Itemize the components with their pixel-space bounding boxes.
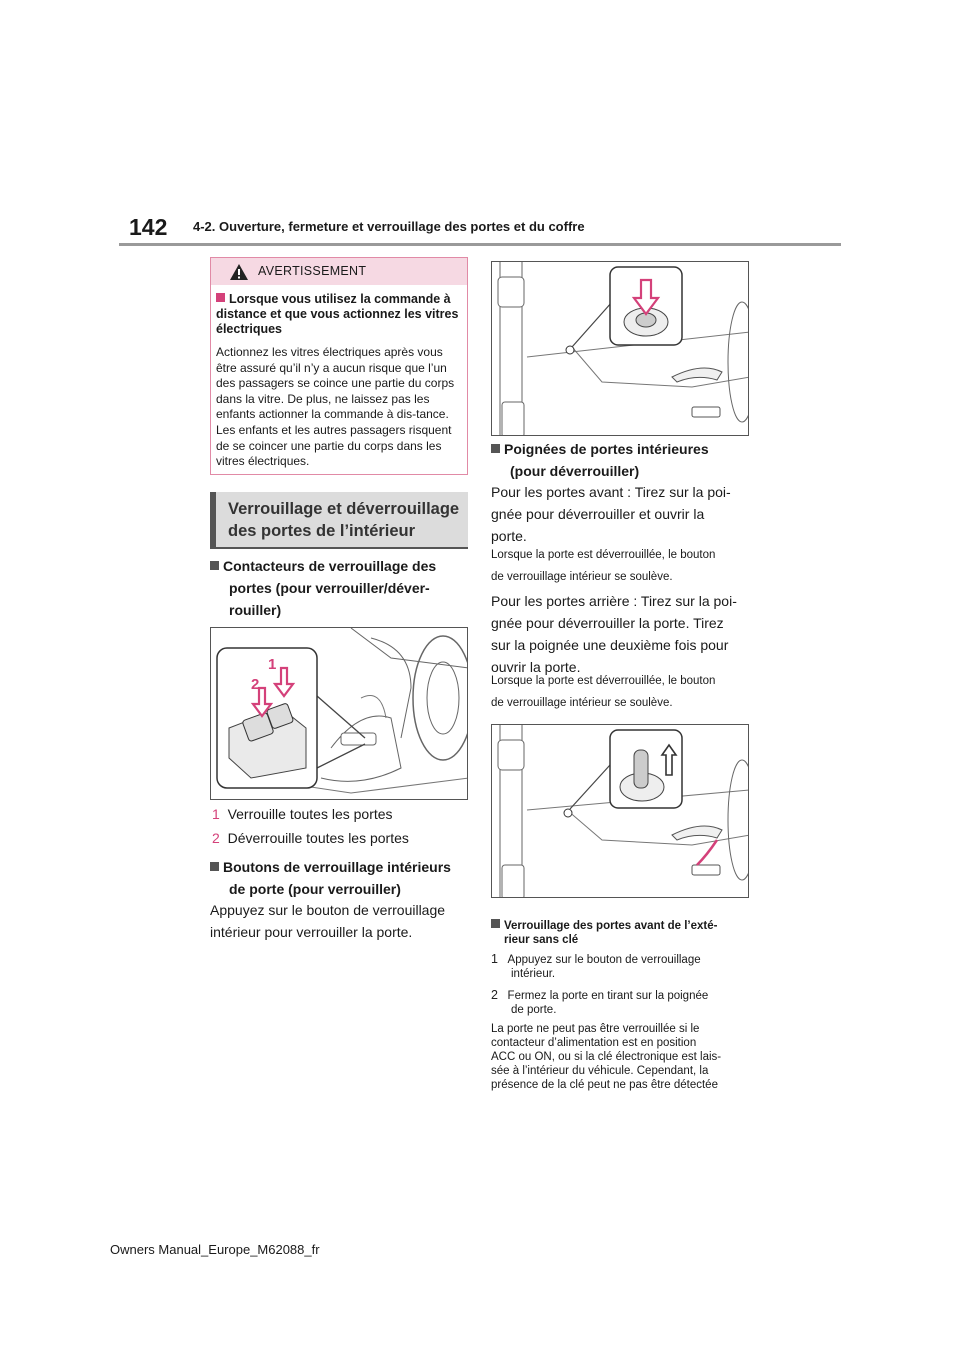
buttons-heading: Boutons de verrouillage intérieurs de porte (pour verrouiller)	[210, 856, 480, 900]
front-doors-note: Lorsque la porte est déverrouillée, le bouton de verrouillage intérieur se soulève.	[491, 549, 716, 583]
bullet-square-icon	[210, 561, 219, 570]
figure-lock-switches	[210, 627, 468, 800]
buttons-body: Appuyez sur le bouton de verrouillage intérieur pour verrouiller la porte.	[210, 902, 446, 940]
section-underline	[210, 547, 468, 549]
fig1-callout-2: 2	[251, 676, 260, 693]
switch-item-1: 1 Verrouille toutes les portes	[212, 806, 393, 822]
section-header	[210, 492, 468, 547]
outside-lock-note: La porte ne peut pas être verrouillée si le contacteur d’alimentation est en position ACC ou ON, ou si la clé électronique est lais- sée à l’intérieur du véhicule. Cependant, la présence de la clé peut ne pas être détectée	[491, 1023, 722, 1091]
door-switch-illustration	[211, 628, 468, 800]
bullet-square-icon	[210, 862, 219, 871]
warning-header	[211, 258, 467, 285]
fig1-callout-1: 1	[268, 656, 277, 673]
figure-lock-button-raised	[491, 724, 749, 898]
figure-lock-button-push	[491, 261, 749, 436]
bullet-square-icon	[491, 444, 500, 453]
rear-doors-note: Lorsque la porte est déverrouillée, le bouton de verrouillage intérieur se soulève.	[491, 675, 716, 709]
handles-heading: Poignées de portes intérieures (pour déverrouiller)	[491, 438, 761, 482]
warning-body: Actionnez les vitres électriques après vous être assuré qu’il n’y a aucun risque que l’un des passagers se coince une partie du corps dans la vitre. De plus, ne laissez pas les enfants actionner la commande à dis-tance. Les enfants et les autres passagers risquent de se coincer une partie du corps dans les vitres électriques.	[216, 345, 455, 469]
switch-item-2: 2 Déverrouille toutes les portes	[212, 830, 409, 846]
door-lock-raised-illustration	[492, 725, 749, 898]
outside-lock-heading: Verrouillage des portes avant de l’exté- rieur sans clé	[491, 919, 756, 947]
chapter-title: 4-2. Ouverture, fermeture et verrouillage des portes et du coffre	[193, 219, 585, 234]
warning-title: AVERTISSEMENT	[258, 264, 367, 278]
warning-triangle-icon	[229, 263, 249, 281]
header-rule	[119, 243, 841, 246]
warning-bullet-title: Lorsque vous utilisez la commande à distance et que vous actionnez les vitres électriques	[216, 292, 459, 336]
outside-step-1: 1 Appuyez sur le bouton de verrouillage intérieur.	[491, 952, 701, 980]
warning-box	[210, 257, 468, 475]
rear-doors-text: Pour les portes arrière : Tirez sur la poi- gnée pour déverrouiller la porte. Tirez sur la poignée une deuxième fois pour ouvrir la porte.	[491, 593, 737, 675]
bullet-square-icon	[216, 293, 225, 302]
page-number: 142	[129, 214, 168, 240]
switches-heading: Contacteurs de verrouillage des portes (pour verrouiller/déver- rouiller)	[210, 555, 470, 621]
front-doors-text: Pour les portes avant : Tirez sur la poi- gnée pour déverrouiller et ouvrir la porte.	[491, 484, 731, 544]
footer-document-id: Owners Manual_Europe_M62088_fr	[110, 1242, 320, 1257]
bullet-square-icon	[491, 919, 500, 928]
door-lock-push-illustration	[492, 262, 749, 436]
outside-step-2: 2 Fermez la porte en tirant sur la poignée de porte.	[491, 988, 709, 1016]
section-title: Verrouillage et déverrouillage des portes de l’intérieur	[228, 500, 460, 540]
